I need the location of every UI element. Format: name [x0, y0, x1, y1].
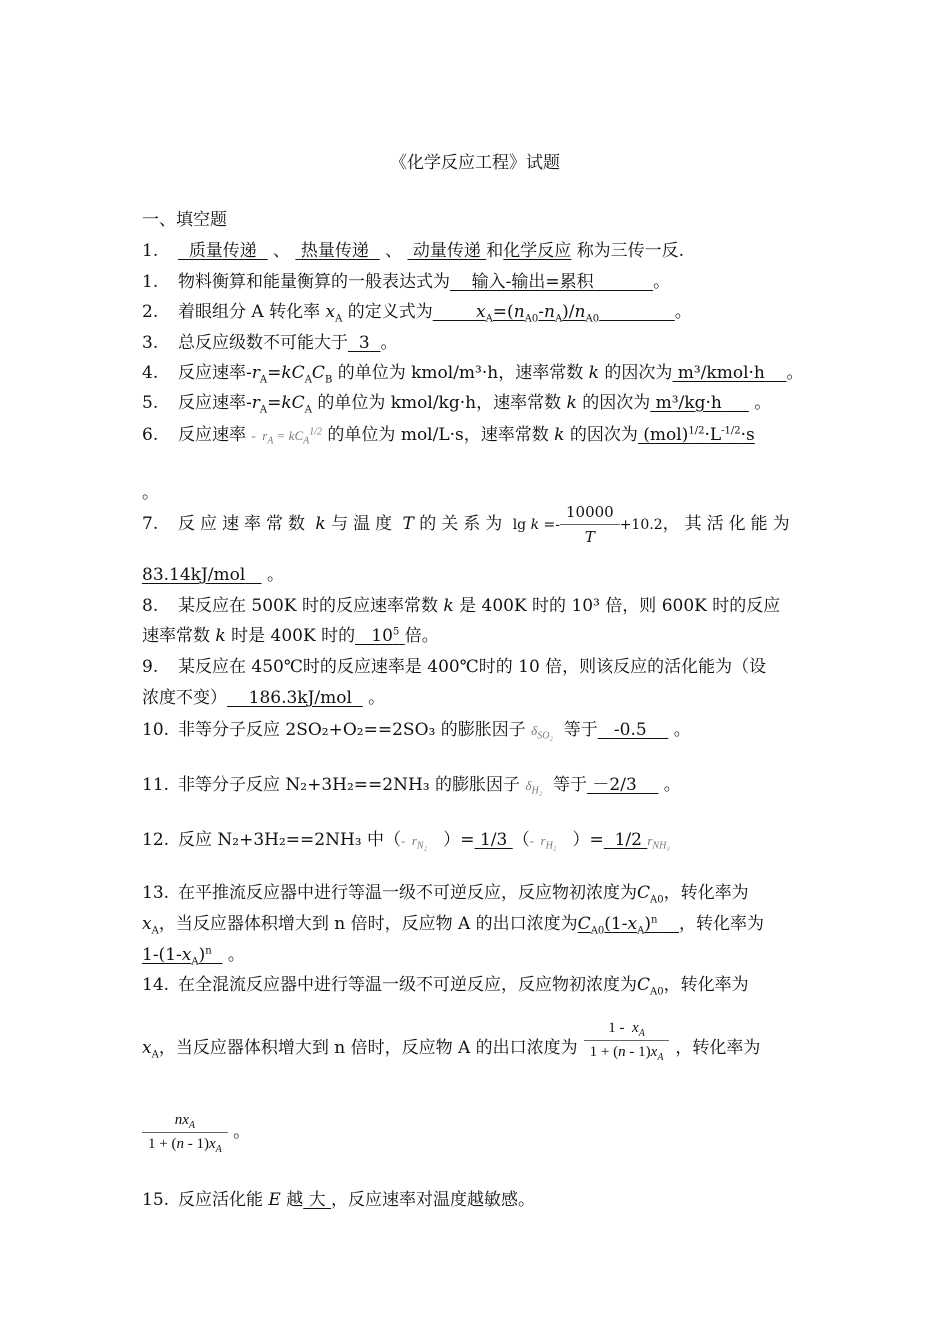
- question-3: 3. 总反应级数不可能大于 3 。: [142, 333, 398, 353]
- question-4: 4. 反应速率$-r_A=kC_AC_B$ 的单位为 kmol/m³·h，速率常数 k 的因次为 m³/kmol·h 。: [142, 363, 804, 386]
- question-9-cont: 浓度不变） 186.3kJ/mol 。: [142, 688, 386, 708]
- question-14-answer: $\frac{nx_A}{1 + (n - 1)x_A}$ 。: [142, 1112, 808, 1153]
- question-7-answer: 83.14kJ/mol 。: [142, 565, 284, 585]
- question-8-cont: 速率常数 k 时是 400K 时的 $10^5$ 倍。: [142, 626, 439, 646]
- page-title: 《化学反应工程》试题: [390, 153, 560, 173]
- question-10: 10. 非等分子反应 2SO₂+O₂==2SO₃ 的膨胀因子 $\delta_{SO_2}$ 等于 -0.5 。: [142, 720, 691, 742]
- question-1b: 1. 物料衡算和能量衡算的一般表达式为 输入-输出=累积 。: [142, 272, 671, 292]
- question-6-end: 。: [142, 483, 159, 503]
- question-2: 2. 着眼组分 A 转化率 $x_A$ 的定义式为 $x_A=(n_{A0}-n_A)/n_{A0}$ 。: [142, 302, 692, 325]
- question-13: 13. 在平推流反应器中进行等温一级不可逆反应，反应物初浓度为$C_{A0}$，转化率为: [142, 883, 749, 906]
- question-7: 7. 反应速率常数 k 与温度 T 的关系为 lg k =- $\frac{10000}{T}$ +10.2，其活化能为: [142, 503, 795, 546]
- question-11: 11. 非等分子反应 N₂+3H₂==2NH₃ 的膨胀因子 $\delta_{H_2}$ 等于 －2/3 。: [142, 775, 681, 797]
- question-6: 6. 反应速率 - $r_A = kC_A^{1/2}$ 的单位为 mol/L·s，速率常数 k 的因次为 $(mol)^{1/2}\cdot L^{-1/2}\cdot s$: [142, 425, 755, 447]
- question-1a: 1. 质量传递 、 热量传递 、 动量传递 和化学反应 称为三传一反.: [142, 241, 685, 261]
- question-15: 15. 反应活化能 E 越 大 ，反应速率对温度越敏感。: [142, 1190, 536, 1210]
- question-12: 12. 反应 N₂+3H₂==2NH₃ 中（- $r_{N_2}$ ）= 1/3 （- $r_{H_2}$ ）= 1/2 $r_{NH_3}$: [142, 830, 670, 852]
- question-8: 8. 某反应在 500K 时的反应速率常数 k 是 400K 时的 10³ 倍，则 600K 时的反应: [142, 596, 781, 616]
- question-14: 14. 在全混流反应器中进行等温一级不可逆反应，反应物初浓度为$C_{A0}$，转化率为: [142, 975, 749, 998]
- question-5: 5. 反应速率$-r_A=kC_A$ 的单位为 kmol/kg·h，速率常数 k 的因次为 m³/kg·h 。: [142, 393, 772, 416]
- question-14-cont: $x_A$，当反应器体积增大到 n 倍时，反应物 A 的出口浓度为 $\frac{1 - x_A}{1 + (n - 1)x_A}$ ，转化率为: [142, 1020, 761, 1063]
- question-9: 9. 某反应在 450℃时的反应速率是 400℃时的 10 倍，则该反应的活化能为（设: [142, 657, 767, 677]
- question-13-cont: $x_A$，当反应器体积增大到 n 倍时，反应物 A 的出口浓度为$C_{A0}(1-x_A)^n$ ，转化率为: [142, 914, 765, 937]
- question-13-answer: $1-(1-x_A)^n$ 。: [142, 945, 245, 968]
- section-heading: 一、填空题: [142, 210, 227, 230]
